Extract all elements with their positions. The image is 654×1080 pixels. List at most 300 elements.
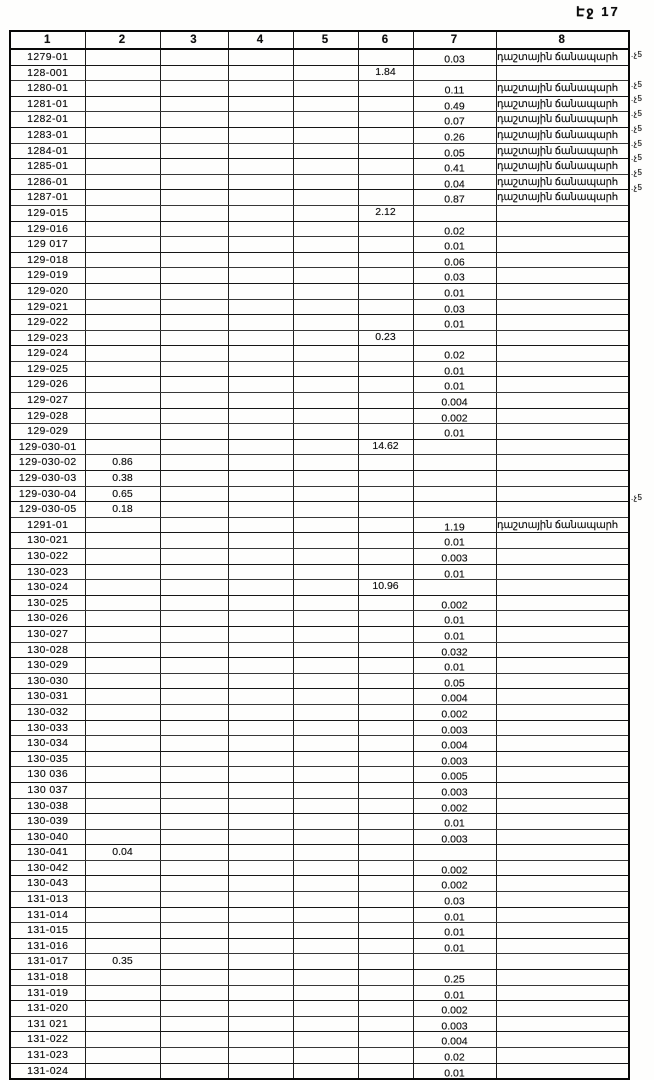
cell-value-col7 [413, 268, 496, 284]
cell-empty [293, 985, 358, 1001]
cell-code-text: 130-041 [27, 846, 69, 859]
cell-code [10, 439, 85, 455]
cell-code [10, 673, 85, 689]
cell-code [10, 549, 85, 565]
table-row [10, 564, 629, 580]
cell-value-col6-text: 0.23 [375, 330, 396, 343]
cell-empty [293, 736, 358, 752]
cell-empty [293, 237, 358, 253]
table-row [10, 751, 629, 767]
cell-empty [293, 549, 358, 565]
cell-road-note [496, 377, 629, 393]
cell-value-col7 [413, 549, 496, 565]
cell-empty [160, 502, 228, 518]
table-row [10, 377, 629, 393]
cell-value-col7 [413, 502, 496, 518]
cell-value-col2 [85, 736, 160, 752]
table-row [10, 471, 629, 487]
cell-value-col7-text: 0.003 [441, 552, 468, 565]
cell-road-note [496, 424, 629, 440]
cell-empty [160, 595, 228, 611]
table-row [10, 720, 629, 736]
cell-road-note-text: դաշտային ճանապարհ [496, 144, 618, 157]
margin-annotation: .չ5 [631, 168, 643, 178]
cell-value-col2 [85, 190, 160, 206]
cell-value-col7 [413, 580, 496, 596]
cell-value-col7 [413, 845, 496, 861]
cell-road-note [496, 471, 629, 487]
cell-road-note [496, 283, 629, 299]
cell-value-col7-text: 0.03 [444, 53, 465, 66]
cell-road-note [496, 970, 629, 986]
table-row [10, 174, 629, 190]
cell-code-text: 129-016 [27, 222, 69, 235]
cell-value-col7 [413, 439, 496, 455]
cell-value-col2 [85, 892, 160, 908]
cell-empty [293, 829, 358, 845]
cell-value-col7-text: 0.07 [444, 115, 465, 128]
cell-code-text: 129-025 [27, 362, 69, 375]
cell-value-col7-text: 0.03 [444, 303, 465, 315]
cell-empty [160, 96, 228, 112]
table-row [10, 159, 629, 175]
cell-empty [228, 361, 293, 377]
cell-value-col7 [413, 377, 496, 393]
cell-empty [228, 143, 293, 159]
cell-empty [160, 252, 228, 268]
cell-value-col2 [85, 689, 160, 705]
cell-value-col7-text: 0.02 [444, 349, 465, 362]
cell-empty [228, 1063, 293, 1079]
cell-value-col2 [85, 798, 160, 814]
cell-empty [160, 704, 228, 720]
cell-empty [228, 424, 293, 440]
table-row [10, 361, 629, 377]
cell-value-col6 [358, 268, 413, 284]
cell-empty [293, 221, 358, 237]
table-row [10, 860, 629, 876]
cell-value-col2 [85, 923, 160, 939]
cell-value-col7-text: 0.01 [444, 365, 465, 377]
cell-value-col6 [358, 533, 413, 549]
cell-value-col6 [358, 439, 413, 455]
cell-value-col7 [413, 1001, 496, 1017]
cell-empty [228, 1032, 293, 1048]
cell-value-col2 [85, 1032, 160, 1048]
cell-empty [160, 798, 228, 814]
cell-value-col6 [358, 361, 413, 377]
cell-value-col2 [85, 361, 160, 377]
cell-empty [228, 876, 293, 892]
cell-value-col2 [85, 533, 160, 549]
cell-empty [228, 471, 293, 487]
cell-value-col7-text: 0.004 [441, 692, 468, 705]
cell-value-col2 [85, 127, 160, 143]
cell-empty [293, 751, 358, 767]
cell-value-col7-text: 0.003 [441, 724, 468, 736]
table-row [10, 704, 629, 720]
cell-value-col2 [85, 502, 160, 518]
cell-code-text: 129-030-05 [18, 503, 77, 516]
cell-value-col7-text: 0.01 [444, 536, 465, 549]
cell-value-col6 [358, 174, 413, 190]
table-row [10, 486, 629, 502]
cell-empty [293, 439, 358, 455]
column-header-3: 3 [160, 31, 228, 49]
cell-empty [228, 112, 293, 128]
cell-code [10, 876, 85, 892]
cell-empty [228, 658, 293, 674]
cell-value-col7-text: 0.01 [444, 427, 465, 440]
cell-code-text: 130-022 [27, 550, 69, 562]
cell-empty [293, 580, 358, 596]
cell-empty [228, 829, 293, 845]
cell-empty [160, 751, 228, 767]
table-row [10, 424, 629, 440]
margin-annotation: .չ5 [631, 153, 643, 163]
column-header-1: 1 [10, 31, 85, 49]
cell-value-col6 [358, 408, 413, 424]
cell-value-col2 [85, 829, 160, 845]
cell-value-col2 [85, 393, 160, 409]
cell-value-col7 [413, 595, 496, 611]
cell-value-col6 [358, 798, 413, 814]
cell-empty [293, 205, 358, 221]
cell-empty [293, 642, 358, 658]
cell-value-col6 [358, 907, 413, 923]
cell-value-col2 [85, 112, 160, 128]
cell-empty [160, 923, 228, 939]
cell-value-col7 [413, 112, 496, 128]
cell-code-text: 1280-01 [27, 82, 69, 95]
cell-value-col7-text: 0.003 [441, 786, 468, 798]
cell-empty [160, 689, 228, 705]
cell-empty [160, 767, 228, 783]
cell-empty [160, 221, 228, 237]
cell-value-col6 [358, 751, 413, 767]
cell-empty [228, 205, 293, 221]
cell-code-text: 129-030-03 [18, 472, 77, 485]
cell-empty [293, 486, 358, 502]
cell-value-col7-text: 0.01 [444, 1067, 465, 1080]
cell-value-col6 [358, 642, 413, 658]
column-header-6: 6 [358, 31, 413, 49]
cell-value-col6 [358, 424, 413, 440]
cell-empty [228, 970, 293, 986]
cell-road-note-text: դաշտային ճանապարհ [496, 82, 618, 95]
cell-road-note [496, 237, 629, 253]
cell-code-text: 129-015 [27, 206, 69, 219]
cell-empty [293, 517, 358, 533]
cell-value-col7 [413, 283, 496, 299]
cell-empty [228, 237, 293, 253]
cell-value-col6 [358, 127, 413, 143]
cell-value-col7-text: 0.03 [444, 895, 465, 908]
cell-value-col2 [85, 704, 160, 720]
cell-empty [228, 408, 293, 424]
table-row [10, 205, 629, 221]
margin-annotation: .չ5 [631, 79, 643, 89]
cell-value-col2 [85, 377, 160, 393]
cell-empty [228, 252, 293, 268]
cell-code-text: 131-019 [27, 986, 69, 999]
cell-empty [160, 439, 228, 455]
cell-empty [160, 81, 228, 97]
cell-value-col7 [413, 330, 496, 346]
cell-code [10, 408, 85, 424]
cell-value-col7-text: 0.002 [441, 708, 468, 721]
cell-value-col6 [358, 96, 413, 112]
cell-code-text: 130-028 [27, 643, 69, 656]
cell-empty [228, 533, 293, 549]
cell-code-text: 131-022 [27, 1033, 69, 1046]
table-row [10, 736, 629, 752]
cell-value-col6 [358, 346, 413, 362]
cell-road-note [496, 860, 629, 876]
cell-value-col2-text: 0.38 [112, 472, 133, 485]
cell-value-col7-text: 0.01 [444, 942, 465, 954]
cell-empty [293, 455, 358, 471]
cell-empty [160, 517, 228, 533]
cell-code-text: 130-025 [27, 596, 69, 609]
cell-value-col7-text: 0.01 [444, 630, 465, 643]
cell-code [10, 315, 85, 331]
cell-empty [228, 127, 293, 143]
table-row [10, 330, 629, 346]
cell-value-col6 [358, 595, 413, 611]
cell-empty [160, 361, 228, 377]
cell-road-note [496, 205, 629, 221]
cell-value-col7 [413, 486, 496, 502]
cell-empty [228, 1016, 293, 1032]
cell-road-note [496, 564, 629, 580]
cell-value-col2 [85, 751, 160, 767]
cell-value-col7-text: 0.005 [441, 770, 468, 783]
cell-value-col2 [85, 299, 160, 315]
cell-value-col2 [85, 1048, 160, 1064]
cell-empty [293, 159, 358, 175]
cell-value-col7 [413, 938, 496, 954]
cell-code [10, 642, 85, 658]
cell-road-note [496, 1001, 629, 1017]
cell-road-note [496, 112, 629, 128]
cell-empty [293, 49, 358, 65]
cell-empty [160, 876, 228, 892]
cell-value-col2 [85, 330, 160, 346]
cell-empty [228, 626, 293, 642]
cell-code [10, 970, 85, 986]
cell-road-note [496, 923, 629, 939]
cell-empty [228, 549, 293, 565]
page-number-label: Էջ 17 [576, 4, 620, 19]
column-header-4: 4 [228, 31, 293, 49]
table-row [10, 221, 629, 237]
cell-code [10, 517, 85, 533]
cell-road-note [496, 938, 629, 954]
cell-value-col2-text: 0.86 [112, 456, 133, 469]
cell-empty [293, 938, 358, 954]
cell-value-col6 [358, 689, 413, 705]
cell-code [10, 237, 85, 253]
table-row [10, 689, 629, 705]
table-row [10, 767, 629, 783]
cell-road-note [496, 736, 629, 752]
table-row [10, 829, 629, 845]
cell-empty [160, 892, 228, 908]
cell-empty [293, 190, 358, 206]
cell-empty [228, 642, 293, 658]
cell-value-col6 [358, 549, 413, 565]
cell-value-col7 [413, 533, 496, 549]
cell-road-note [496, 252, 629, 268]
cell-road-note [496, 127, 629, 143]
cell-empty [228, 190, 293, 206]
cell-value-col7-text: 0.01 [444, 926, 465, 939]
cell-value-col2 [85, 81, 160, 97]
cell-road-note [496, 673, 629, 689]
cell-code-text: 131-016 [27, 939, 69, 952]
cell-value-col6 [358, 736, 413, 752]
table-row [10, 1032, 629, 1048]
cell-code-text: 131-020 [27, 1002, 69, 1015]
cell-code-text: 129-021 [27, 300, 69, 313]
cell-code-text: 1283-01 [27, 128, 69, 141]
cell-value-col7 [413, 315, 496, 331]
cell-empty [160, 237, 228, 253]
cell-empty [160, 1063, 228, 1079]
cell-value-col6-text: 1.84 [375, 65, 396, 78]
cell-road-note [496, 642, 629, 658]
cell-code [10, 143, 85, 159]
cell-value-col7-text: 0.01 [444, 661, 465, 674]
cell-empty [160, 907, 228, 923]
table-row [10, 408, 629, 424]
cell-road-note [496, 65, 629, 81]
cell-empty [293, 892, 358, 908]
cell-road-note [496, 985, 629, 1001]
column-header-8: 8 [496, 31, 629, 49]
cell-empty [160, 814, 228, 830]
cell-code [10, 377, 85, 393]
cell-road-note [496, 720, 629, 736]
cell-value-col6 [358, 143, 413, 159]
table-row [10, 782, 629, 798]
cell-road-note [496, 49, 629, 65]
cell-value-col7-text: 0.06 [444, 256, 465, 268]
cell-code-text: 129-026 [27, 378, 69, 391]
cell-value-col2 [85, 970, 160, 986]
cell-value-col7-text: 0.003 [441, 1020, 468, 1032]
cell-empty [228, 268, 293, 284]
cell-value-col6 [358, 970, 413, 986]
table-row [10, 658, 629, 674]
cell-value-col6 [358, 517, 413, 533]
cell-empty [228, 1048, 293, 1064]
cell-value-col2 [85, 174, 160, 190]
cell-code [10, 159, 85, 175]
table-row [10, 127, 629, 143]
cell-code [10, 252, 85, 268]
cell-value-col2 [85, 96, 160, 112]
cell-empty [160, 486, 228, 502]
cell-value-col7-text: 0.002 [441, 879, 468, 892]
cell-value-col7 [413, 517, 496, 533]
cell-code-text: 130-026 [27, 612, 69, 625]
cell-empty [293, 330, 358, 346]
cell-empty [160, 782, 228, 798]
cell-road-note [496, 626, 629, 642]
cell-value-col6 [358, 876, 413, 892]
cell-value-col7 [413, 892, 496, 908]
cell-value-col6 [358, 704, 413, 720]
cell-value-col6 [358, 860, 413, 876]
cell-empty [160, 736, 228, 752]
cell-code [10, 346, 85, 362]
cell-value-col6 [358, 892, 413, 908]
cell-empty [228, 393, 293, 409]
cell-value-col2 [85, 1063, 160, 1079]
cell-road-note [496, 143, 629, 159]
cell-value-col7 [413, 190, 496, 206]
cell-empty [293, 814, 358, 830]
cell-value-col6 [358, 299, 413, 315]
cell-value-col7-text: 0.002 [441, 1004, 468, 1017]
cell-value-col7-text: 0.01 [444, 380, 465, 393]
cell-road-note [496, 595, 629, 611]
cell-value-col7 [413, 159, 496, 175]
cell-road-note [496, 767, 629, 783]
cell-empty [293, 1032, 358, 1048]
cell-empty [160, 65, 228, 81]
cell-code-text: 129-028 [27, 409, 69, 422]
cell-value-col2 [85, 782, 160, 798]
cell-value-col6 [358, 81, 413, 97]
cell-value-col6 [358, 658, 413, 674]
cell-value-col2 [85, 1001, 160, 1017]
cell-code-text: 130-042 [27, 861, 69, 874]
cell-code-text: 131-015 [27, 924, 69, 937]
cell-empty [228, 517, 293, 533]
cell-value-col6-text: 14.62 [372, 439, 399, 452]
cell-value-col2 [85, 954, 160, 970]
cell-empty [160, 299, 228, 315]
cell-code [10, 751, 85, 767]
cell-value-col7-text: 0.002 [441, 412, 468, 424]
cell-value-col7 [413, 408, 496, 424]
cell-value-col7-text: 0.03 [444, 271, 465, 284]
cell-value-col7-text: 0.004 [441, 739, 468, 752]
cell-road-note [496, 393, 629, 409]
cell-value-col7 [413, 658, 496, 674]
cell-code-text: 130-040 [27, 830, 69, 843]
cell-value-col2 [85, 876, 160, 892]
cell-value-col2 [85, 1016, 160, 1032]
cell-code-text: 1287-01 [27, 191, 69, 204]
cell-empty [293, 1016, 358, 1032]
cell-road-note-text: դաշտային ճանապարհ [496, 128, 618, 141]
table-row [10, 283, 629, 299]
cell-empty [293, 1001, 358, 1017]
cell-road-note [496, 361, 629, 377]
cell-value-col2-text: 0.35 [112, 955, 133, 968]
cell-value-col2 [85, 143, 160, 159]
cell-value-col2 [85, 237, 160, 253]
cell-value-col7 [413, 143, 496, 159]
cell-code-text: 131-023 [27, 1049, 69, 1061]
cell-road-note [496, 954, 629, 970]
cell-empty [293, 876, 358, 892]
cell-empty [160, 673, 228, 689]
